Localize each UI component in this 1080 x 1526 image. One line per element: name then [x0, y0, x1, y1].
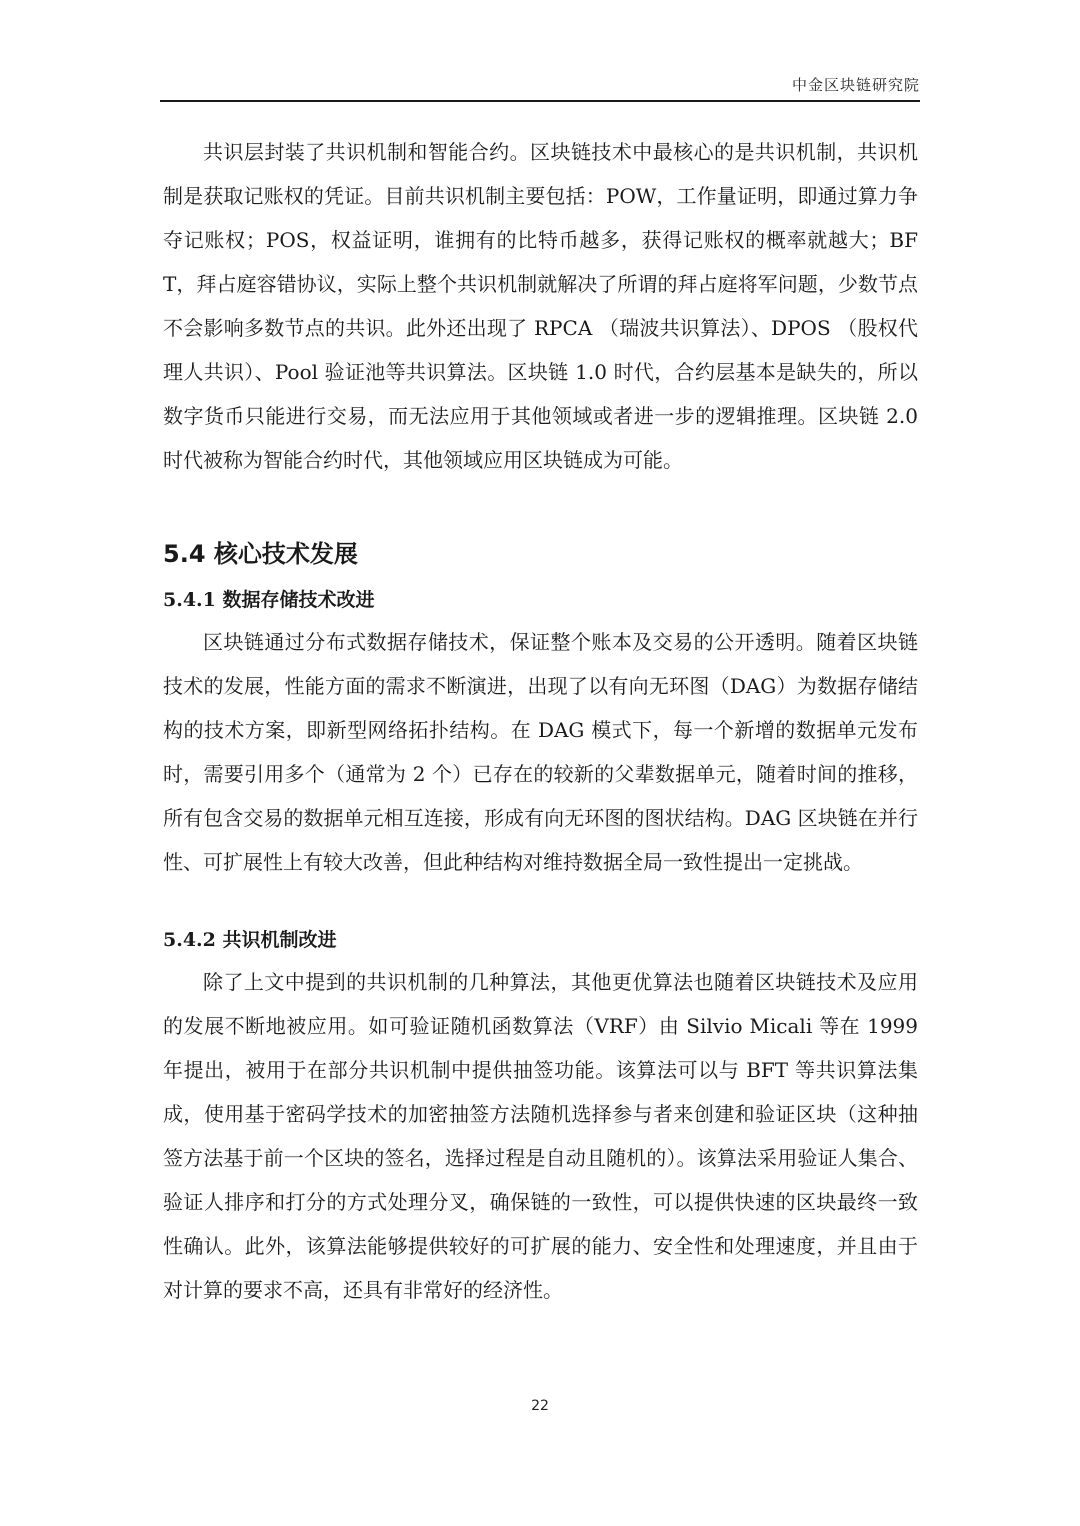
page-number: 22: [531, 1398, 549, 1414]
intro-paragraph: 共识层封装了共识机制和智能合约。区块链技术中最核心的是共识机制，共识机制是获取记账权的凭证。目前共识机制主要包括：POW，工作量证明，即通过算力争夺记账权；POS，权益证明，谁拥有的比特币越多，获得记账权的概率就越大；BFT，拜占庭容错协议，实际上整个共识机制就解决了所谓的拜占庭将军问题，少数节点不会影响多数节点的共识。此外还出现了 RPCA （瑞波共识算法）、DPOS （股权代理人共识）、Pool 验证池等共识算法。区块链 1.0 时代，合约层基本是缺失的，所以数字货币只能进行交易，而无法应用于其他领域或者进一步的逻辑推理。区块链 2.0 时代被称为智能合约时代，其他领域应用区块链成为可能。: [163, 140, 918, 472]
data-storage-paragraph: 区块链通过分布式数据存储技术，保证整个账本及交易的公开透明。随着区块链技术的发展，性能方面的需求不断演进，出现了以有向无环图（DAG）为数据存储结构的技术方案，即新型网络拓扑结构。在 DAG 模式下，每一个新增的数据单元发布时，需要引用多个（通常为 2 个）已存在的较新的父辈数据单元，随着时间的推移，所有包含交易的数据单元相互连接，形成有向无环图的图状结构。DAG 区块链在并行性、可扩展性上有较大改善，但此种结构对维持数据全局一致性提出一定挑战。: [163, 630, 918, 874]
header-org-name: 中金区块链研究院: [791, 76, 920, 94]
page-content: [163, 130, 918, 1312]
header-divider: [160, 100, 920, 102]
spacer: [163, 884, 918, 920]
consensus-paragraph: 除了上文中提到的共识机制的几种算法，其他更优算法也随着区块链技术及应用的发展不断地被应用。如可验证随机函数算法（VRF）由 Silvio Micali 等在 1999 年提出，被用于在部分共识机制中提供抽签功能。该算法可以与 BFT 等共识算法集成，使用基于密码学技术的加密抽签方法随机选择参与者来创建和验证区块（这种抽签方法基于前一个区块的签名，选择过程是自动且随机的）。该算法采用验证人集合、验证人排序和打分的方式处理分叉，确保链的一致性，可以提供快速的区块最终一致性确认。此外，该算法能够提供较好的可扩展的能力、安全性和处理速度，并且由于对计算的要求不高，还具有非常好的经济性。: [163, 970, 918, 1302]
subsection-title-data-storage: 5.4.1 数据存储技术改进: [163, 589, 375, 611]
subsection-title-consensus: 5.4.2 共识机制改进: [163, 929, 337, 951]
spacer: [163, 482, 918, 534]
page-header: [160, 74, 920, 100]
section-title: 5.4 核心技术发展: [163, 540, 358, 568]
